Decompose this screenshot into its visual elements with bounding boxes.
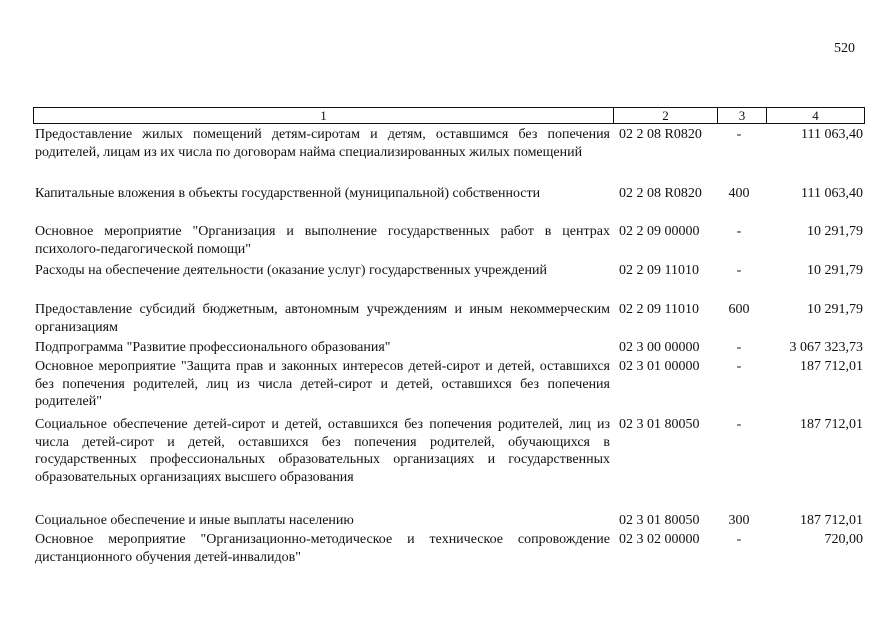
row-expense-type: - (736, 263, 742, 278)
header-col-2: 2 (613, 108, 717, 123)
table-header-row (33, 107, 865, 124)
row-name: Основное мероприятие "Организационно-методическое и техническое сопровождение дистанционного обучения детей-инвалидов" (35, 532, 610, 565)
row-code: 02 2 08 R0820 (619, 186, 702, 201)
row-expense-type: 300 (728, 513, 750, 528)
row-code: 02 2 08 R0820 (619, 127, 702, 142)
row-name: Подпрограмма "Развитие профессионального образования" (35, 340, 391, 355)
row-expense-type: 400 (728, 186, 750, 201)
header-col-4: 4 (766, 108, 864, 123)
row-amount: 111 063,40 (801, 186, 863, 201)
row-code: 02 3 01 80050 (619, 513, 700, 528)
row-expense-type: - (736, 340, 742, 355)
row-amount: 187 712,01 (800, 513, 863, 528)
row-expense-type: - (736, 224, 742, 239)
row-amount: 10 291,79 (807, 263, 863, 278)
row-code: 02 3 00 00000 (619, 340, 700, 355)
row-code: 02 2 09 11010 (619, 263, 699, 278)
row-code: 02 2 09 00000 (619, 224, 700, 239)
row-name: Предоставление жилых помещений детям-сиротам и детям, оставшимся без попечения родителей, лицам из их числа по договорам найма специализированных жилых помещений (35, 127, 610, 160)
header-col-1: 1 (320, 108, 327, 123)
header-col-3: 3 (717, 108, 766, 123)
row-code: 02 3 01 00000 (619, 359, 700, 374)
row-code: 02 2 09 11010 (619, 302, 699, 317)
row-amount: 10 291,79 (807, 302, 863, 317)
row-amount: 3 067 323,73 (789, 340, 863, 355)
row-name: Расходы на обеспечение деятельности (оказание услуг) государственных учреждений (35, 263, 547, 278)
row-amount: 111 063,40 (801, 127, 863, 142)
row-name: Капитальные вложения в объекты государственной (муниципальной) собственности (35, 186, 541, 201)
row-code: 02 3 01 80050 (619, 417, 700, 432)
row-name: Основное мероприятие "Организация и выполнение государственных работ в центрах психолого-педагогической помощи" (35, 224, 610, 257)
row-amount: 187 712,01 (800, 417, 863, 432)
row-amount: 720,00 (824, 532, 863, 547)
page-number: 520 (834, 41, 855, 56)
row-name: Предоставление субсидий бюджетным, автономным учреждениям и иным некоммерческим организациям (35, 302, 610, 335)
row-amount: 10 291,79 (807, 224, 863, 239)
row-code: 02 3 02 00000 (619, 532, 700, 547)
row-expense-type: 600 (728, 302, 750, 317)
row-expense-type: - (736, 127, 742, 142)
row-expense-type: - (736, 417, 742, 432)
row-expense-type: - (736, 532, 742, 547)
row-amount: 187 712,01 (800, 359, 863, 374)
row-name: Основное мероприятие "Защита прав и законных интересов детей-сирот и детей, оставшихся без попечения родителей, лиц из числа детей-сирот и детей, оставшихся без попечения родителей" (35, 359, 610, 409)
row-expense-type: - (736, 359, 742, 374)
row-name: Социальное обеспечение и иные выплаты населению (35, 513, 354, 528)
budget-table (33, 107, 865, 565)
row-name: Социальное обеспечение детей-сирот и детей, оставшихся без попечения родителей, лиц из числа детей-сирот и детей, оставшихся без попечения родителей, обучающихся в государственных профессиональных образовательных организациях и государственных образовательных организациях высшего образования (35, 417, 610, 485)
